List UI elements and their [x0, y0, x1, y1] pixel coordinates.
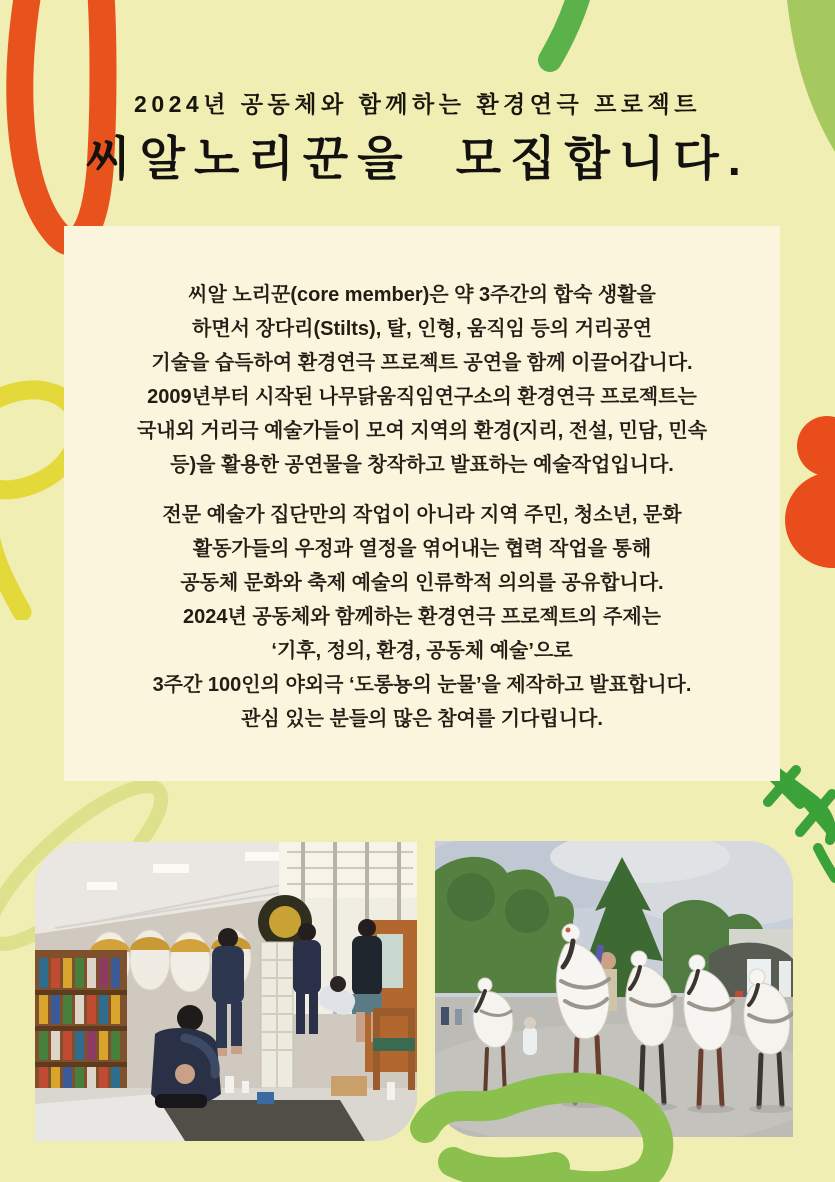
text-line: 2009년부터 시작된 나무닭움직임연구소의 환경연극 프로젝트는 [147, 386, 697, 408]
text-line: 등)을 활용한 공연물을 창작하고 발표하는 예술작업입니다. [170, 454, 674, 476]
workshop-photo-illustration [35, 842, 417, 1141]
paragraph-2 [64, 498, 780, 736]
green-brush-stroke-top [520, 0, 610, 78]
workshop-photo [35, 842, 417, 1141]
text-line: 관심 있는 분들의 많은 참여를 기다립니다. [241, 708, 603, 730]
text-line: 3주간 100인의 야외극 ‘도롱뇽의 눈물’을 제작하고 발표합니다. [152, 674, 692, 696]
text-line: 하면서 장다리(Stilts), 탈, 인형, 움직임 등의 거리공연 [192, 318, 652, 340]
poster-title: 씨알노리꾼을 모집합니다. [85, 132, 750, 185]
text-line: 씨알 노리꾼(core member)은 약 3주간의 합숙 생활을 [188, 284, 656, 306]
stilts-performance-photo [435, 841, 793, 1137]
text-line: 활동가들의 우정과 열정을 엮어내는 협력 작업을 통해 [192, 538, 652, 560]
text-line: 기술을 습득하여 환경연극 프로젝트 공연을 함께 이끌어갑니다. [151, 352, 693, 374]
poster-subtitle: 2024년 공동체와 함께하는 환경연극 프로젝트 [134, 91, 701, 117]
text-line: 2024년 공동체와 함께하는 환경연극 프로젝트의 주제는 [183, 606, 661, 628]
stilts-photo-illustration [435, 841, 793, 1137]
text-line: ‘기후, 정의, 환경, 공동체 예술’으로 [271, 640, 573, 662]
description-text [64, 226, 780, 736]
text-line: 공동체 문화와 축제 예술의 인류학적 의의를 공유합니다. [180, 572, 664, 594]
orange-blob-right [775, 408, 835, 573]
paragraph-1 [64, 278, 780, 482]
text-line: 전문 예술가 집단만의 작업이 아니라 지역 주민, 청소년, 문화 [162, 504, 682, 526]
text-line: 국내외 거리극 예술가들이 모여 지역의 환경(지리, 전설, 민담, 민속 [136, 420, 708, 442]
description-panel [64, 226, 780, 781]
